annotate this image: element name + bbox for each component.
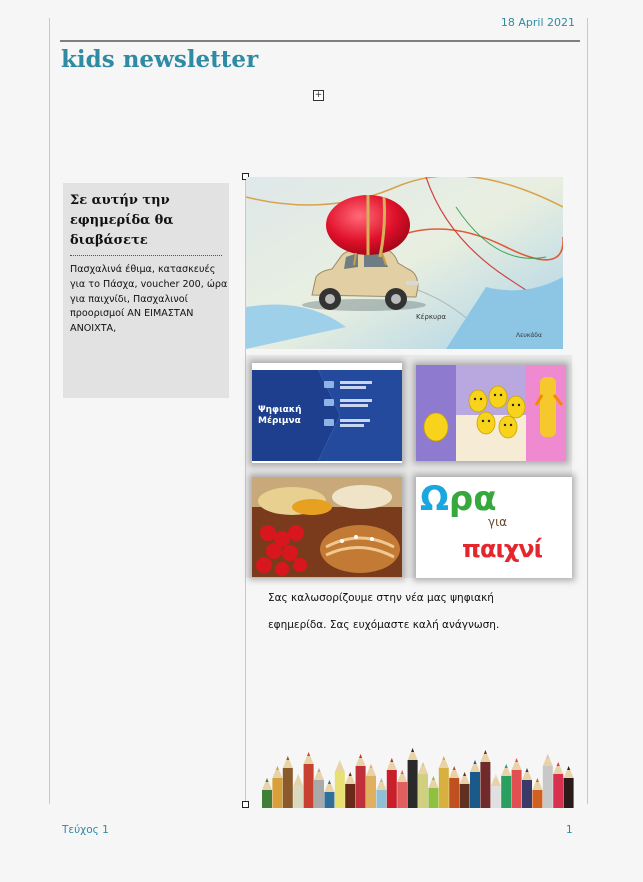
play-time-tile[interactable] (416, 477, 572, 578)
table-move-handle-icon[interactable]: + (314, 90, 323, 100)
right-margin-guide (587, 18, 588, 804)
hero-image[interactable] (246, 177, 563, 349)
emoji-eggs-tile[interactable] (416, 365, 566, 461)
play-title-gia: για (488, 515, 508, 529)
svg-text:Λευκάδα: Λευκάδα (516, 332, 542, 339)
emoji-eggs-picture (416, 365, 566, 461)
left-margin-guide (49, 18, 50, 804)
photo-grid (246, 355, 572, 578)
sidebar-heading: Σε αυτήν την εφημερίδα θα διαβάσετε (70, 193, 174, 248)
digital-care-title-line1: Ψηφιακή (258, 405, 302, 415)
welcome-text (268, 585, 568, 639)
colored-pencils-graphic (262, 728, 574, 808)
play-title-paixni: παιχνί (462, 535, 543, 563)
sidebar-summary: Πασχαλινά έθιμα, κατασκευές για το Πάσχα, voucher 200, ώρα για παιχνίδι, Πασχαλινοί προορισμοί ΑΝ ΕΙΜΑΣΤΑΝ ΑΝΟΙΧΤΑ, (70, 264, 228, 335)
welcome-line-2: εφημερίδα. Σας ευχόμαστε καλή ανάγνωση. (268, 619, 500, 631)
issue-label: Τεύχος 1 (62, 824, 109, 836)
welcome-line-1: Σας καλωσορίζουμε στην νέα μας ψηφιακή (268, 592, 494, 604)
digital-care-tile[interactable] (252, 363, 402, 463)
easter-food-picture (252, 477, 402, 577)
digital-care-title-line2: Μέριμνα (258, 416, 301, 426)
issue-date: 18 April 2021 (500, 16, 575, 29)
easter-food-tile[interactable] (252, 477, 402, 577)
svg-text:Κέρκυρα: Κέρκυρα (416, 313, 447, 321)
selection-handle-bottom[interactable] (242, 801, 249, 808)
colored-pencils-image (262, 728, 574, 808)
sidebar-box (63, 183, 229, 398)
newsletter-title: kids newsletter (61, 46, 259, 73)
header-rule (60, 40, 580, 42)
play-title-omega: Ω (420, 479, 449, 519)
sidebar-divider (70, 255, 222, 256)
page-number: 1 (566, 824, 573, 836)
play-title-ra: ρα (448, 479, 497, 519)
easter-car-map-picture (246, 177, 563, 349)
